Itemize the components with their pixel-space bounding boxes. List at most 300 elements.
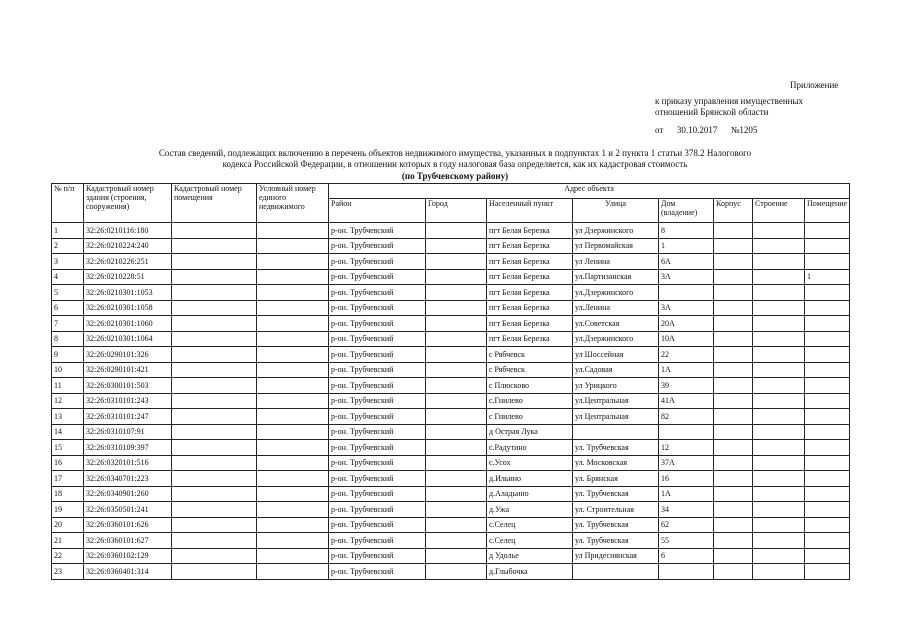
street-cell: ул. Строительная [573, 502, 659, 518]
house-cell: 6А [659, 254, 714, 270]
district-cell: р-он. Трубчевский [329, 331, 426, 347]
korpus-cell [714, 517, 753, 533]
city-cell [426, 393, 487, 409]
room-cell [805, 440, 850, 456]
conditional-number [257, 316, 329, 332]
house-cell: 12 [659, 440, 714, 456]
room-cadastral-number [172, 393, 257, 409]
room-cadastral-number [172, 316, 257, 332]
locality-cell: пгт Белая Березка [487, 285, 573, 301]
conditional-number [257, 548, 329, 564]
room-cell [805, 533, 850, 549]
building-cell [753, 548, 805, 564]
street-cell: ул.Дзержинского [573, 285, 659, 301]
row-number: 2 [52, 238, 84, 254]
locality-cell: с.Гнилево [487, 393, 573, 409]
district-cell: р-он. Трубчевский [329, 564, 426, 580]
korpus-cell [714, 331, 753, 347]
room-cell [805, 517, 850, 533]
street-cell: ул Первомайская [573, 238, 659, 254]
korpus-cell [714, 486, 753, 502]
locality-cell: с Плюсково [487, 378, 573, 394]
row-number: 6 [52, 300, 84, 316]
city-cell [426, 440, 487, 456]
building-cell [753, 254, 805, 270]
conditional-number [257, 285, 329, 301]
table-row [52, 223, 850, 239]
house-cell: 16 [659, 471, 714, 487]
city-cell [426, 269, 487, 285]
locality-cell: д Острая Лука [487, 424, 573, 440]
city-cell [426, 316, 487, 332]
table-row [52, 362, 850, 378]
city-cell [426, 564, 487, 580]
city-cell [426, 409, 487, 425]
city-cell [426, 455, 487, 471]
locality-cell: д.Ильино [487, 471, 573, 487]
header-cond-num: Условный номер единого недвижимого [257, 184, 329, 223]
street-cell: ул. Брянская [573, 471, 659, 487]
table-row [52, 471, 850, 487]
house-cell: 1А [659, 362, 714, 378]
row-number: 19 [52, 502, 84, 518]
house-cell: 37А [659, 455, 714, 471]
room-cadastral-number [172, 223, 257, 239]
korpus-cell [714, 533, 753, 549]
room-cell [805, 331, 850, 347]
street-cell: ул. Московская [573, 455, 659, 471]
street-cell: ул.Советская [573, 316, 659, 332]
cadastral-number: 32:26:0210228:51 [84, 269, 172, 285]
table-row [52, 378, 850, 394]
house-cell: 41А [659, 393, 714, 409]
room-cadastral-number [172, 440, 257, 456]
house-cell: 3А [659, 269, 714, 285]
room-cadastral-number [172, 409, 257, 425]
street-cell: ул Шоссейная [573, 347, 659, 363]
korpus-cell [714, 502, 753, 518]
district-cell: р-он. Трубчевский [329, 378, 426, 394]
conditional-number [257, 517, 329, 533]
street-cell: ул.Дзержинского [573, 331, 659, 347]
room-cadastral-number [172, 502, 257, 518]
room-cell [805, 564, 850, 580]
row-number: 18 [52, 486, 84, 502]
house-cell: 20А [659, 316, 714, 332]
cadastral-number: 32:26:0210301:1064 [84, 331, 172, 347]
table-row [52, 455, 850, 471]
cadastral-number: 32:26:0210116:180 [84, 223, 172, 239]
building-cell [753, 223, 805, 239]
district-cell: р-он. Трубчевский [329, 517, 426, 533]
korpus-cell [714, 471, 753, 487]
header-locality: Населенный пункт [487, 199, 573, 223]
conditional-number [257, 409, 329, 425]
room-cadastral-number [172, 378, 257, 394]
table-row [52, 331, 850, 347]
locality-cell: пгт Белая Березка [487, 223, 573, 239]
property-table [51, 183, 850, 580]
conditional-number [257, 486, 329, 502]
room-cell [805, 486, 850, 502]
room-cadastral-number [172, 331, 257, 347]
locality-cell: с.Селец [487, 533, 573, 549]
cadastral-number: 32:26:0310101:247 [84, 409, 172, 425]
header-address: Адрес объекта [329, 184, 850, 199]
building-cell [753, 455, 805, 471]
building-cell [753, 347, 805, 363]
row-number: 8 [52, 331, 84, 347]
district-cell: р-он. Трубчевский [329, 502, 426, 518]
table-row [52, 285, 850, 301]
building-cell [753, 238, 805, 254]
room-cell [805, 285, 850, 301]
cadastral-number: 32:26:0210301:1053 [84, 285, 172, 301]
house-cell: 10А [659, 331, 714, 347]
row-number: 13 [52, 409, 84, 425]
cadastral-number: 32:26:0210224:240 [84, 238, 172, 254]
locality-cell: с Рябчевск [487, 347, 573, 363]
street-cell: ул. Трубчевская [573, 486, 659, 502]
order-date-number: от 30.10.2017 №1205 [655, 125, 758, 135]
conditional-number [257, 254, 329, 270]
house-cell: 39 [659, 378, 714, 394]
room-cadastral-number [172, 285, 257, 301]
building-cell [753, 331, 805, 347]
conditional-number [257, 455, 329, 471]
row-number: 12 [52, 393, 84, 409]
street-cell: ул.Садовая [573, 362, 659, 378]
street-cell: ул. Трубчевская [573, 517, 659, 533]
korpus-cell [714, 316, 753, 332]
appendix-label: Приложение [790, 80, 839, 90]
building-cell [753, 362, 805, 378]
table-row [52, 409, 850, 425]
city-cell [426, 471, 487, 487]
korpus-cell [714, 362, 753, 378]
room-cadastral-number [172, 455, 257, 471]
row-number: 16 [52, 455, 84, 471]
city-cell [426, 362, 487, 378]
district-cell: р-он. Трубчевский [329, 223, 426, 239]
conditional-number [257, 300, 329, 316]
document-title-district: (по Трубчевскому району) [401, 171, 509, 181]
cadastral-number: 32:26:0360101:626 [84, 517, 172, 533]
order-reference-line2: отношений Брянской области [655, 107, 769, 117]
room-cadastral-number [172, 347, 257, 363]
room-cell [805, 300, 850, 316]
korpus-cell [714, 300, 753, 316]
district-cell: р-он. Трубчевский [329, 285, 426, 301]
cadastral-number: 32:26:0210301:1058 [84, 300, 172, 316]
table-row [52, 269, 850, 285]
city-cell [426, 347, 487, 363]
city-cell [426, 517, 487, 533]
district-cell: р-он. Трубчевский [329, 316, 426, 332]
conditional-number [257, 424, 329, 440]
house-cell: 22 [659, 347, 714, 363]
district-cell: р-он. Трубчевский [329, 269, 426, 285]
locality-cell: с.Усох [487, 455, 573, 471]
locality-cell: пгт Белая Березка [487, 300, 573, 316]
room-cell [805, 223, 850, 239]
table-row [52, 316, 850, 332]
korpus-cell [714, 564, 753, 580]
cadastral-number: 32:26:0360101:627 [84, 533, 172, 549]
room-cell [805, 502, 850, 518]
conditional-number [257, 269, 329, 285]
building-cell [753, 440, 805, 456]
room-cell [805, 347, 850, 363]
district-cell: р-он. Трубчевский [329, 254, 426, 270]
korpus-cell [714, 455, 753, 471]
row-number: 1 [52, 223, 84, 239]
conditional-number [257, 471, 329, 487]
locality-cell: пгт Белая Березка [487, 316, 573, 332]
row-number: 3 [52, 254, 84, 270]
row-number: 23 [52, 564, 84, 580]
header-street: Улица [573, 199, 659, 223]
table-row [52, 502, 850, 518]
room-cadastral-number [172, 517, 257, 533]
building-cell [753, 502, 805, 518]
street-cell [573, 564, 659, 580]
row-number: 10 [52, 362, 84, 378]
house-cell: 55 [659, 533, 714, 549]
conditional-number [257, 440, 329, 456]
cadastral-number: 32:26:0310109:397 [84, 440, 172, 456]
house-cell: 3А [659, 300, 714, 316]
room-cell [805, 238, 850, 254]
table-row [52, 254, 850, 270]
room-cadastral-number [172, 471, 257, 487]
room-cell: 1 [805, 269, 850, 285]
building-cell [753, 517, 805, 533]
city-cell [426, 331, 487, 347]
cadastral-number: 32:26:0360401:314 [84, 564, 172, 580]
room-cadastral-number [172, 254, 257, 270]
conditional-number [257, 502, 329, 518]
city-cell [426, 238, 487, 254]
korpus-cell [714, 409, 753, 425]
locality-cell: д Удолье [487, 548, 573, 564]
district-cell: р-он. Трубчевский [329, 409, 426, 425]
room-cadastral-number [172, 424, 257, 440]
building-cell [753, 269, 805, 285]
room-cell [805, 548, 850, 564]
header-korpus: Корпус [714, 199, 753, 223]
room-cell [805, 471, 850, 487]
cadastral-number: 32:26:0360102:129 [84, 548, 172, 564]
room-cadastral-number [172, 238, 257, 254]
locality-cell: с.Радутино [487, 440, 573, 456]
table-row [52, 424, 850, 440]
cadastral-number: 32:26:0310101:243 [84, 393, 172, 409]
room-cell [805, 378, 850, 394]
locality-cell: д.Глыбочка [487, 564, 573, 580]
table-row [52, 548, 850, 564]
header-cad-building: Кадастровый номер здания (строения, сооружения) [84, 184, 172, 223]
row-number: 17 [52, 471, 84, 487]
header-num: № п/п [52, 184, 84, 223]
street-cell: ул.Ленина [573, 300, 659, 316]
locality-cell: пгт Белая Березка [487, 254, 573, 270]
room-cell [805, 424, 850, 440]
street-cell: ул Ленина [573, 254, 659, 270]
cadastral-number: 32:26:0210301:1060 [84, 316, 172, 332]
table-row [52, 347, 850, 363]
room-cell [805, 316, 850, 332]
house-cell: 8 [659, 223, 714, 239]
korpus-cell [714, 548, 753, 564]
order-reference-line1: к приказу управления имущественных [655, 96, 804, 106]
building-cell [753, 285, 805, 301]
house-cell: 62 [659, 517, 714, 533]
conditional-number [257, 331, 329, 347]
conditional-number [257, 238, 329, 254]
table-row [52, 564, 850, 580]
conditional-number [257, 393, 329, 409]
table-row [52, 440, 850, 456]
conditional-number [257, 378, 329, 394]
conditional-number [257, 533, 329, 549]
cadastral-number: 32:26:0290101:326 [84, 347, 172, 363]
row-number: 21 [52, 533, 84, 549]
cadastral-number: 32:26:0210226:251 [84, 254, 172, 270]
table-row [52, 486, 850, 502]
district-cell: р-он. Трубчевский [329, 440, 426, 456]
city-cell [426, 285, 487, 301]
row-number: 7 [52, 316, 84, 332]
city-cell [426, 254, 487, 270]
building-cell [753, 471, 805, 487]
row-number: 9 [52, 347, 84, 363]
locality-cell: с Гнилево [487, 409, 573, 425]
city-cell [426, 378, 487, 394]
document-title-line2: кодекса Российской Федерации, в отношении которых в году налоговая база определяется, как их кадастровая стоимость [222, 159, 688, 169]
building-cell [753, 378, 805, 394]
street-cell: ул Урицкого [573, 378, 659, 394]
row-number: 11 [52, 378, 84, 394]
house-cell [659, 285, 714, 301]
building-cell [753, 316, 805, 332]
row-number: 20 [52, 517, 84, 533]
conditional-number [257, 347, 329, 363]
korpus-cell [714, 285, 753, 301]
street-cell: ул Придеснянская [573, 548, 659, 564]
header-room: Помещение [805, 199, 850, 223]
street-cell: ул Центральная [573, 409, 659, 425]
korpus-cell [714, 269, 753, 285]
locality-cell: д.Ужа [487, 502, 573, 518]
room-cell [805, 393, 850, 409]
room-cadastral-number [172, 300, 257, 316]
cadastral-number: 32:26:0290101:421 [84, 362, 172, 378]
locality-cell: д.Аладьино [487, 486, 573, 502]
row-number: 22 [52, 548, 84, 564]
header-district: Район [329, 199, 426, 223]
district-cell: р-он. Трубчевский [329, 548, 426, 564]
city-cell [426, 223, 487, 239]
district-cell: р-он. Трубчевский [329, 300, 426, 316]
document-title-line1: Состав сведений, подлежащих включению в перечень объектов недвижимого имущества, указанных в подпунктах 1 и 2 пункта 1 статьи 378.2 Налогового [158, 148, 752, 158]
building-cell [753, 564, 805, 580]
row-number: 15 [52, 440, 84, 456]
table-row [52, 533, 850, 549]
conditional-number [257, 362, 329, 378]
house-cell: 82 [659, 409, 714, 425]
cadastral-number: 32:26:0340901:260 [84, 486, 172, 502]
korpus-cell [714, 393, 753, 409]
korpus-cell [714, 424, 753, 440]
room-cell [805, 362, 850, 378]
city-cell [426, 533, 487, 549]
district-cell: р-он. Трубчевский [329, 362, 426, 378]
city-cell [426, 424, 487, 440]
room-cadastral-number [172, 533, 257, 549]
district-cell: р-он. Трубчевский [329, 486, 426, 502]
building-cell [753, 486, 805, 502]
district-cell: р-он. Трубчевский [329, 455, 426, 471]
table-row [52, 393, 850, 409]
building-cell [753, 300, 805, 316]
district-cell: р-он. Трубчевский [329, 347, 426, 363]
room-cadastral-number [172, 486, 257, 502]
locality-cell: с.Селец [487, 517, 573, 533]
room-cell [805, 254, 850, 270]
table-row [52, 238, 850, 254]
room-cadastral-number [172, 362, 257, 378]
room-cell [805, 455, 850, 471]
house-cell: 6 [659, 548, 714, 564]
locality-cell: пгт Белая Березка [487, 269, 573, 285]
district-cell: р-он. Трубчевский [329, 238, 426, 254]
street-cell: ул Дзержинского [573, 223, 659, 239]
house-cell: 1А [659, 486, 714, 502]
header-building: Строение [753, 199, 805, 223]
korpus-cell [714, 223, 753, 239]
room-cadastral-number [172, 564, 257, 580]
korpus-cell [714, 440, 753, 456]
city-cell [426, 548, 487, 564]
cadastral-number: 32:26:0350501:241 [84, 502, 172, 518]
building-cell [753, 424, 805, 440]
conditional-number [257, 564, 329, 580]
row-number: 14 [52, 424, 84, 440]
locality-cell: с Рябчевск [487, 362, 573, 378]
header-cad-room: Кадастровый номер помещения [172, 184, 257, 223]
room-cadastral-number [172, 548, 257, 564]
row-number: 5 [52, 285, 84, 301]
conditional-number [257, 223, 329, 239]
cadastral-number: 32:26:0300101:503 [84, 378, 172, 394]
city-cell [426, 300, 487, 316]
city-cell [426, 502, 487, 518]
street-cell: ул.Центральная [573, 393, 659, 409]
district-cell: р-он. Трубчевский [329, 424, 426, 440]
street-cell: ул.Партизанская [573, 269, 659, 285]
house-cell [659, 564, 714, 580]
district-cell: р-он. Трубчевский [329, 533, 426, 549]
street-cell [573, 424, 659, 440]
house-cell [659, 424, 714, 440]
building-cell [753, 409, 805, 425]
house-cell: 1 [659, 238, 714, 254]
cadastral-number: 32:26:0340701:223 [84, 471, 172, 487]
cadastral-number: 32:26:0310107:91 [84, 424, 172, 440]
house-cell: 34 [659, 502, 714, 518]
district-cell: р-он. Трубчевский [329, 393, 426, 409]
